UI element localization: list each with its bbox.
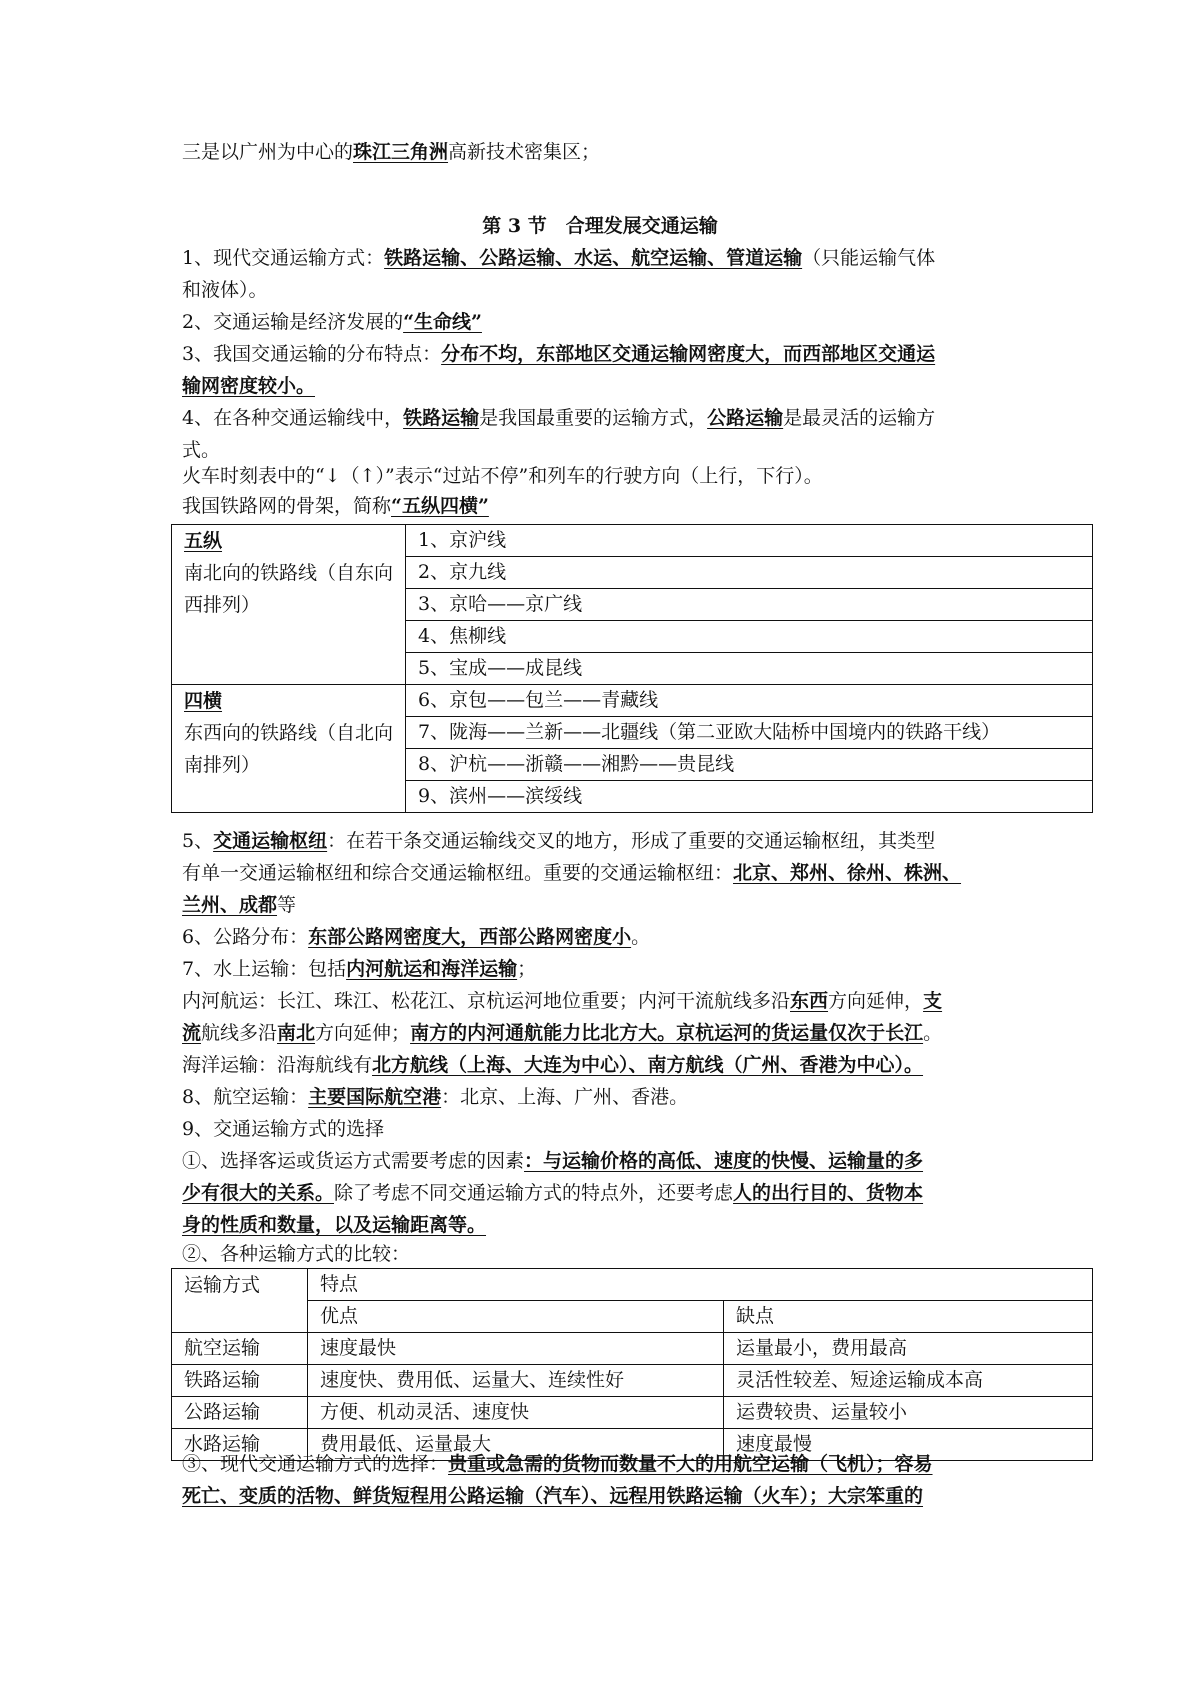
text: 3、我国交通运输的分布特点： <box>182 343 442 365</box>
key-term: 支 <box>923 990 943 1012</box>
key-term: 东部公路网密度大，西部公路网密度小 <box>308 926 632 948</box>
key-term: 珠江三角洲 <box>353 141 449 163</box>
paragraph-3 <box>182 338 1022 370</box>
paragraph-3-cont <box>182 370 1022 402</box>
text: 方向延伸； <box>315 1022 411 1044</box>
header-advantages: 优点 <box>308 1301 724 1333</box>
paragraph-15: ②、各种运输方式的比较： <box>182 1243 411 1265</box>
paragraph-14 <box>182 1145 1022 1177</box>
intro-line <box>182 136 1022 168</box>
wuzong-desc: 西排列） <box>184 594 261 616</box>
dis-cell: 灵活性较差、短途运输成本高 <box>724 1365 1093 1397</box>
key-term: “生命线” <box>403 311 482 333</box>
table-row <box>172 1333 1093 1365</box>
wuzong-desc: 南北向的铁路线（自东向 <box>184 562 394 584</box>
text: 8、航空运输： <box>182 1086 309 1108</box>
text: 高新技术密集区； <box>448 141 601 163</box>
paragraph-14-cont <box>182 1177 1022 1209</box>
header-features: 特点 <box>308 1269 1093 1301</box>
text: 是我国最重要的运输方式， <box>479 407 708 429</box>
key-term: 东西 <box>790 990 829 1012</box>
text: 是最灵活的运输方 <box>783 407 936 429</box>
rail-line-cell: 2、京九线 <box>406 557 1093 589</box>
mode-cell: 水路运输 <box>172 1429 308 1461</box>
header-mode: 运输方式 <box>172 1269 308 1333</box>
key-term: 铁路运输 <box>403 407 480 429</box>
text: 4、在各种交通运输线中， <box>182 407 404 429</box>
text: 7、水上运输：包括 <box>182 958 347 980</box>
rail-line-cell: 7、陇海——兰新——北疆线（第二亚欧大陆桥中国境内的铁路干线） <box>406 717 1093 749</box>
key-term: “五纵四横” <box>391 495 489 517</box>
railway-network-table <box>171 524 1093 813</box>
paragraph-11 <box>182 1049 1022 1081</box>
text: 5、 <box>182 830 214 852</box>
text: 等 <box>277 894 297 916</box>
adv-cell: 速度最快 <box>308 1333 724 1365</box>
paragraph-6 <box>182 490 1022 522</box>
paragraph-4 <box>182 402 1022 434</box>
table-row <box>172 1397 1093 1429</box>
paragraph-7-cont <box>182 857 1022 889</box>
paragraph-10-cont <box>182 1017 1022 1049</box>
paragraph-10 <box>182 985 1022 1017</box>
paragraph-4-cont: 式。 <box>182 439 221 461</box>
key-term: 人的出行目的、货物本 <box>733 1182 924 1204</box>
text: 方向延伸， <box>828 990 924 1012</box>
sihen-cell <box>172 685 406 813</box>
key-term: 北京、郑州、徐州、株洲、 <box>733 862 962 884</box>
key-term: 铁路运输、公路运输、水运、航空运输、管道运输 <box>384 247 803 269</box>
key-term: 交通运输枢纽 <box>213 830 328 852</box>
paragraph-12 <box>182 1081 1022 1113</box>
paragraph-8 <box>182 921 1022 953</box>
sihen-heading: 四横 <box>184 690 223 712</box>
rail-line-cell: 8、沪杭——浙赣——湘黔——贵昆线 <box>406 749 1093 781</box>
text: ③、现代交通运输方式的选择： <box>182 1453 449 1475</box>
text: 6、公路分布： <box>182 926 309 948</box>
rail-line-cell: 9、滨州——滨绥线 <box>406 781 1093 813</box>
paragraph-13: 9、交通运输方式的选择 <box>182 1118 385 1140</box>
mode-cell: 公路运输 <box>172 1397 308 1429</box>
sihen-desc: 南排列） <box>184 754 261 776</box>
paragraph-16-cont <box>182 1480 1022 1512</box>
text: ：在若干条交通运输线交叉的地方，形成了重要的交通运输枢纽，其类型 <box>327 830 936 852</box>
paragraph-2 <box>182 306 1022 338</box>
mode-cell: 铁路运输 <box>172 1365 308 1397</box>
text: 三是以广州为中心的 <box>182 141 354 163</box>
key-term: 死亡、变质的活物、鲜货短程用公路运输（汽车）、远程用铁路运输（火车）；大宗笨重的 <box>182 1485 924 1507</box>
key-term: 少有很大的关系。 <box>182 1182 335 1204</box>
text: 2、交通运输是经济发展的 <box>182 311 404 333</box>
sihen-desc: 东西向的铁路线（自北向 <box>184 722 394 744</box>
wuzong-cell <box>172 525 406 685</box>
key-term: 输网密度较小。 <box>182 375 316 397</box>
text: 除了考虑不同交通运输方式的特点外，还要考虑 <box>334 1182 734 1204</box>
table-row <box>172 1365 1093 1397</box>
text: 有单一交通运输枢纽和综合交通运输枢纽。重要的交通运输枢纽： <box>182 862 734 884</box>
key-term: 南北 <box>277 1022 316 1044</box>
rail-line-cell: 3、京哈——京广线 <box>406 589 1093 621</box>
section-title: 第 3 节 合理发展交通运输 <box>482 215 718 237</box>
key-term: 公路运输 <box>707 407 784 429</box>
adv-cell: 速度快、费用低、运量大、连续性好 <box>308 1365 724 1397</box>
key-term: ：与运输价格的高低、速度的快慢、运输量的多 <box>524 1150 924 1172</box>
key-term: 内河航运和海洋运输 <box>346 958 518 980</box>
rail-line-cell: 5、宝成——成昆线 <box>406 653 1093 685</box>
header-disadvantages: 缺点 <box>724 1301 1093 1333</box>
key-term: 贵重或急需的货物而数量不大的用航空运输（飞机）；容易 <box>448 1453 933 1475</box>
key-term: 主要国际航空港 <box>308 1086 442 1108</box>
paragraph-14-cont2 <box>182 1209 1022 1241</box>
rail-line-cell: 4、焦柳线 <box>406 621 1093 653</box>
rail-line-cell: 1、京沪线 <box>406 525 1093 557</box>
key-term: 北方航线（上海、大连为中心）、南方航线（广州、香港为中心）。 <box>372 1054 924 1076</box>
text: 内河航运：长江、珠江、松花江、京杭运河地位重要；内河干流航线多沿 <box>182 990 791 1012</box>
paragraph-7-cont2 <box>182 889 1022 921</box>
wuzong-heading: 五纵 <box>184 530 223 552</box>
paragraph-5: 火车时刻表中的“↓（↑）”表示“过站不停”和列车的行驶方向（上行，下行）。 <box>182 465 823 487</box>
text: ：北京、上海、广州、香港。 <box>441 1086 689 1108</box>
paragraph-1-cont: 和液体）。 <box>182 279 268 301</box>
key-term: 南方的内河通航能力比北方大。京杭运河的货运量仅次于长江 <box>410 1022 924 1044</box>
adv-cell: 方便、机动灵活、速度快 <box>308 1397 724 1429</box>
text: 。 <box>631 926 651 948</box>
text: 航线多沿 <box>201 1022 278 1044</box>
key-term: 身的性质和数量，以及运输距离等。 <box>182 1214 487 1236</box>
paragraph-7 <box>182 825 1022 857</box>
dis-cell: 速度最慢 <box>724 1429 1093 1461</box>
text: 我国铁路网的骨架，简称 <box>182 495 392 517</box>
dis-cell: 运量最小，费用最高 <box>724 1333 1093 1365</box>
adv-cell: 费用最低、运量最大 <box>308 1429 724 1461</box>
paragraph-16 <box>182 1448 1022 1480</box>
dis-cell: 运费较贵、运量较小 <box>724 1397 1093 1429</box>
text: （只能运输气体 <box>802 247 936 269</box>
text: ①、选择客运或货运方式需要考虑的因素 <box>182 1150 525 1172</box>
text: ； <box>517 958 537 980</box>
text: 。 <box>923 1022 943 1044</box>
text: 海洋运输：沿海航线有 <box>182 1054 373 1076</box>
key-term: 分布不均，东部地区交通运输网密度大，而西部地区交通运 <box>441 343 936 365</box>
text: 1、现代交通运输方式： <box>182 247 385 269</box>
paragraph-1 <box>182 242 1022 274</box>
key-term: 流 <box>182 1022 202 1044</box>
rail-line-cell: 6、京包——包兰——青藏线 <box>406 685 1093 717</box>
mode-cell: 航空运输 <box>172 1333 308 1365</box>
transport-comparison-table <box>171 1268 1093 1461</box>
paragraph-9 <box>182 953 1022 985</box>
key-term: 兰州、成都 <box>182 894 278 916</box>
